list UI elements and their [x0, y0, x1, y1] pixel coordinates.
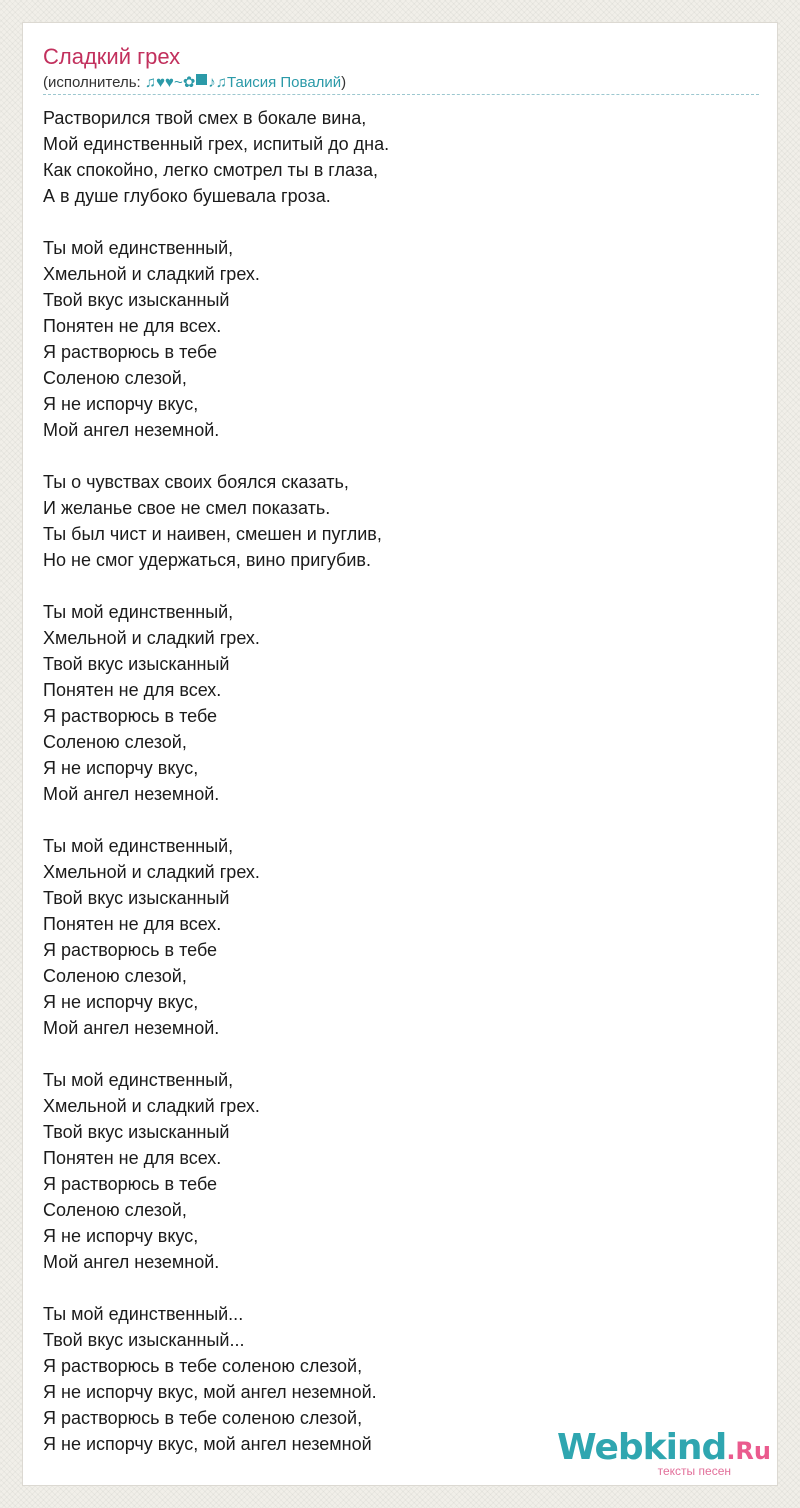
lyrics-line: Я растворюсь в тебе: [43, 342, 218, 362]
song-title: Сладкий грех: [43, 44, 181, 69]
lyrics-line: Понятен не для всех.: [43, 914, 222, 934]
lyrics-line: Твой вкус изысканный: [43, 654, 230, 674]
lyrics-line: Но не смог удержаться, вино пригубив.: [43, 550, 371, 570]
artist-suffix: ): [341, 74, 347, 91]
lyrics-line: Я не испорчу вкус,: [43, 1226, 199, 1246]
lyrics-line: Хмельной и сладкий грех.: [43, 628, 260, 648]
lyrics-line: И желанье свое не смел показать.: [43, 498, 331, 518]
lyrics-line: Ты мой единственный,: [43, 1070, 234, 1090]
lyrics-line: Я не испорчу вкус,: [43, 394, 199, 414]
artist-name: Таисия Повалий: [227, 74, 342, 91]
lyrics-line: Растворился твой смех в бокале вина,: [43, 108, 367, 128]
lyrics-line: Хмельной и сладкий грех.: [43, 264, 260, 284]
lyrics-line: Мой ангел неземной.: [43, 1018, 220, 1038]
artist-line: [43, 73, 759, 95]
lyrics-line: Твой вкус изысканный: [43, 888, 230, 908]
lyrics-line: Мой ангел неземной.: [43, 784, 220, 804]
lyrics-line: Я не испорчу вкус,: [43, 992, 199, 1012]
lyrics-line: Соленою слезой,: [43, 1200, 187, 1220]
lyrics-line: Соленою слезой,: [43, 966, 187, 986]
lyrics-line: Я не испорчу вкус, мой ангел неземной: [43, 1434, 372, 1454]
artist-prefix: (исполнитель:: [43, 74, 145, 91]
logo-domain: .Ru: [726, 1437, 771, 1465]
lyrics-line: Хмельной и сладкий грех.: [43, 862, 260, 882]
lyrics-stanza: [43, 105, 759, 209]
music-notes-decoration: ♪♫: [208, 74, 228, 91]
lyrics-line: Ты мой единственный,: [43, 836, 234, 856]
lyrics-stanza: [43, 599, 759, 807]
lyrics-line: А в душе глубоко бушевала гроза.: [43, 186, 331, 206]
lyrics-line: Ты о чувствах своих боялся сказать,: [43, 472, 349, 492]
lyrics-line: Соленою слезой,: [43, 732, 187, 752]
lyrics-line: Соленою слезой,: [43, 368, 187, 388]
lyrics-line: Как спокойно, легко смотрел ты в глаза,: [43, 160, 379, 180]
lyrics-line: Я не испорчу вкус,: [43, 758, 199, 778]
lyrics-line: Мой ангел неземной.: [43, 420, 220, 440]
lyrics-line: Ты мой единственный...: [43, 1304, 244, 1324]
lyrics-stanza: [43, 469, 759, 573]
webkind-logo[interactable]: [557, 1427, 771, 1478]
lyrics-line: Твой вкус изысканный: [43, 290, 230, 310]
lyrics-line: Я не испорчу вкус, мой ангел неземной.: [43, 1382, 377, 1402]
lyrics-line: Я растворюсь в тебе соленою слезой,: [43, 1408, 363, 1428]
lyrics-stanza: [43, 1067, 759, 1275]
lyrics-line: Понятен не для всех.: [43, 1148, 222, 1168]
lyrics-line: Я растворюсь в тебе: [43, 706, 218, 726]
lyrics-line: Я растворюсь в тебе: [43, 940, 218, 960]
lyrics-line: Мой ангел неземной.: [43, 1252, 220, 1272]
lyrics-line: Хмельной и сладкий грех.: [43, 1096, 260, 1116]
lyrics-card: [22, 22, 778, 1486]
lyrics-line: Я растворюсь в тебе: [43, 1174, 218, 1194]
lyrics-line: Понятен не для всех.: [43, 316, 222, 336]
lyrics-line: Ты мой единственный,: [43, 238, 234, 258]
lyrics-line: Твой вкус изысканный...: [43, 1330, 245, 1350]
artist-decoration: ♫♥♥~✿: [144, 74, 196, 91]
lyrics-line: Понятен не для всех.: [43, 680, 222, 700]
lyrics-line: Мой единственный грех, испитый до дна.: [43, 134, 390, 154]
lyrics-text: [43, 105, 759, 1483]
logo-subtitle: тексты песен: [657, 1464, 731, 1478]
lyrics-line: Твой вкус изысканный: [43, 1122, 230, 1142]
lyrics-stanza: [43, 235, 759, 443]
square-icon: [196, 74, 207, 85]
lyrics-line: Я растворюсь в тебе соленою слезой,: [43, 1356, 363, 1376]
lyrics-line: Ты мой единственный,: [43, 602, 234, 622]
artist-link[interactable]: [145, 74, 341, 91]
lyrics-line: Ты был чист и наивен, смешен и пуглив,: [43, 524, 382, 544]
lyrics-stanza: [43, 833, 759, 1041]
logo-main-text: Webkind: [557, 1427, 727, 1468]
